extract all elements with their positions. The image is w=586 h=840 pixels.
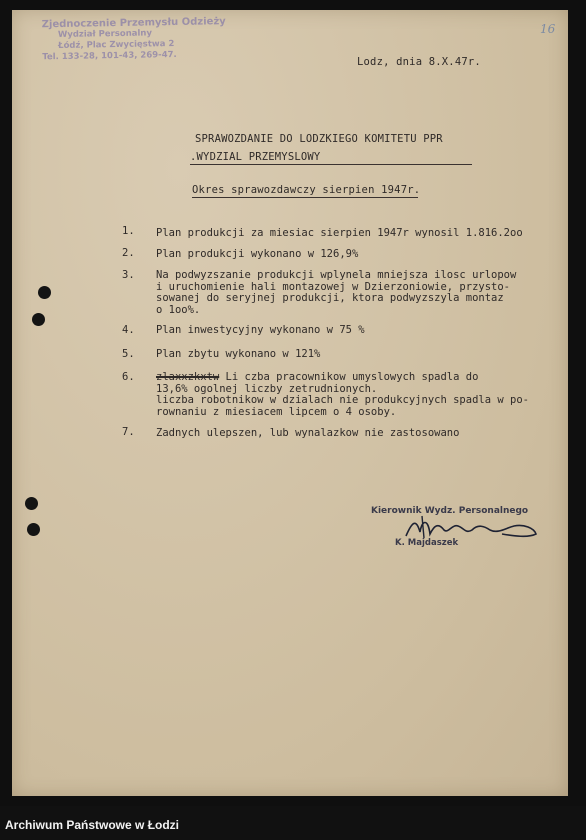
item-line [156, 372, 529, 384]
item-text [156, 349, 320, 361]
item-text [156, 428, 459, 440]
item-line: Plan produkcji za miesiac sierpien 1947r wynosil 1.816.2oo [156, 227, 523, 239]
item-line: Plan zbytu wykonano w 121% [156, 348, 321, 360]
item-line: Na podwyzszanie produkcji wplynela mniejsza ilosc urlopow [156, 269, 517, 281]
stamp-line-4: Tel. 133-28, 101-43, 269-47. [42, 49, 177, 63]
punch-hole [25, 497, 38, 510]
item-line: Plan inwestycyjny wykonano w 75 % [156, 324, 365, 336]
organization-stamp [41, 16, 226, 64]
report-title: SPRAWOZDANIE DO LODZKIEGO KOMITETU PPR [195, 133, 443, 145]
signature-title: Kierownik Wydz. Personalnego [371, 506, 529, 516]
item-number: 7. [122, 426, 135, 438]
archive-name: Archiwum Państwowe w Łodzi [5, 818, 180, 832]
struck-text: zlaxxzkxtw [156, 371, 220, 383]
stamp-line-2: Wydział Personalny [57, 28, 153, 41]
item-line: rownaniu z miesiacem lipcem o 4 osoby. [156, 405, 397, 418]
item-line: liczba robotnikow w dzialach nie produkcyjnych spadla w po- [156, 394, 529, 406]
stamp-line-1: Zjednoczenie Przemysłu Odzieży [41, 16, 226, 31]
report-period: Okres sprawozdawczy sierpien 1947r. [192, 184, 421, 196]
stamp-line-3: Łódź, Plac Zwycięstwa 2 [58, 39, 175, 52]
item-text [156, 372, 529, 418]
signature-name: K. Majdaszek [395, 538, 459, 548]
archive-footer [0, 806, 586, 840]
item-text [156, 325, 365, 337]
item-number: 3. [122, 269, 135, 281]
item-number: 2. [122, 247, 135, 259]
folio-number: 16 [540, 22, 556, 36]
item-number: 6. [122, 371, 135, 383]
item-text [156, 228, 523, 240]
punch-hole [32, 313, 45, 326]
report-department: .WYDZIAL PRZEMYSLOWY [190, 151, 472, 165]
item-number: 4. [122, 324, 135, 336]
document-date: Lodz, dnia 8.X.47r. [357, 56, 481, 68]
item-line: sowanej do seryjnej produkcji, ktora podwyzszyla montaz [156, 292, 504, 304]
item-line: Zadnych ulepszen, lub wynalazkow nie zastosowano [156, 427, 460, 439]
punch-hole [27, 523, 40, 536]
punch-hole [38, 286, 51, 299]
item-line: Plan produkcji wykonano w 126,9% [156, 248, 359, 260]
item-text [156, 249, 358, 261]
item-text [156, 270, 516, 316]
item-line-text: Li czba pracownikow umyslowych spadla do [219, 371, 479, 383]
item-number: 1. [122, 225, 135, 237]
item-number: 5. [122, 348, 135, 360]
item-line: 13,6% ogolnej liczby zetrudnionych. [156, 382, 378, 395]
item-line: i uruchomienie hali montazowej w Dzierzoniowie, przysto- [156, 280, 511, 293]
item-line: o 1oo%. [156, 303, 201, 316]
